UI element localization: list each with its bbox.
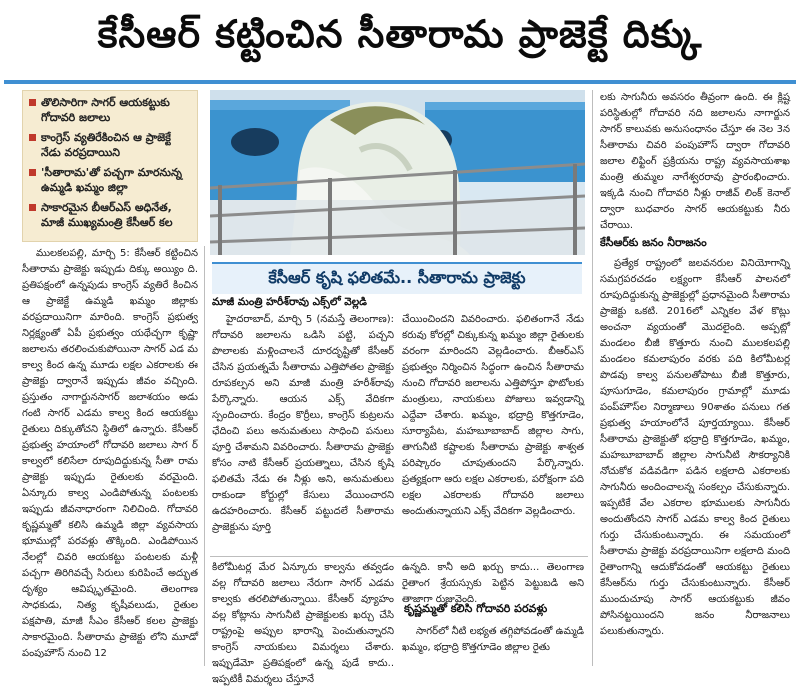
box-divider — [210, 556, 588, 557]
highlights-box — [22, 90, 198, 242]
highlight-item: తొలిసారిగా సాగర్ ఆయకట్టుకు గోదావరి జలాలు — [29, 95, 191, 125]
article-text: కిలోమీటర్ల మేర ఏన్కూరు కాల్వను తవ్వడం వల్ల గోదావరి జలాలు నేరుగా సాగర్ ఎడమ కాల్వకు తరలిపోతున్నాయి. కేసీఆర్ వ్యూహం వల్ల కోట్లాను సాగునీటి ప్రాజెక్టులకు ఖర్చు చేసి రాష్ట్రంపై అప్పుల భారాన్ని పెంచుతున్నారని కాంగ్రెస్ నాయకులు విమర్శలు చేశారు. ఇప్పుడేమో ప్రతిపక్షంలో ఉన్న పుడే కాదు.. ఇప్పటికీ విమర్శలు చేస్తూనే — [212, 562, 394, 685]
project-photo — [210, 90, 585, 255]
bullet-icon — [29, 204, 36, 211]
bullet-icon — [29, 134, 36, 141]
section-subhead: కేసీఆర్‌కు జనం నీరాజనం — [600, 236, 707, 249]
right-top-column — [600, 90, 790, 236]
sub-headline: కేసీఆర్ కృషి ఫలితమే.. సీతారామ ప్రాజెక్టు — [212, 262, 582, 294]
highlight-item: 'సీతారామ'తో పచ్చగా మారనున్న ఉమ్మడి ఖమ్మం జిల్లా — [29, 165, 191, 195]
column-divider — [592, 90, 593, 666]
highlight-item: కాంగ్రెస్ వ్యతిరేకించిన ఆ ప్రాజెక్టే నేడు వరప్రదాయిని — [29, 130, 191, 160]
left-article-column — [22, 246, 198, 668]
right-bottom-column — [600, 256, 790, 670]
middle-right-column — [402, 312, 584, 552]
headline-divider — [4, 80, 796, 84]
article-text: లకు సాగునీరు అవసరం తీవ్రంగా ఉంది. ఈ క్లిష్ట పరిస్థితుల్లో గోదావరి నది జలాలను నాగార్జున సాగర్ కాలువకు అనుసంధానం చేస్తూ ఈ నెల 3న సీతారామ చివరి పంపుహౌస్ ద్వారా గోదావరి జలాల లిఫ్టింగ్ ప్రక్రియను రాష్ట్ర వ్యవసాయశాఖ మంత్రి తుమ్మల నాగేశ్వరరావు ప్రారంభించారు. ఇక్కడి నుంచి గోదావరి నీళ్లు రాజీవ్ లింక్ కెనాల్ ద్వారా బుధవారం సాగర్ ఆయకట్టుకు నీరు చేరాయి. — [600, 92, 790, 231]
bullet-icon — [29, 169, 36, 176]
highlight-item: సాకారమైన బీఆర్ఎస్ అధినేత, మాజీ ముఖ్యమంత్రి కేసీఆర్ కల — [29, 200, 191, 230]
column-divider — [204, 246, 205, 666]
section-subhead: కృష్ణమ్మతో కలిసి గోదావరి పరవళ్లు — [404, 602, 548, 615]
headline: కేసీఆర్ కట్టించిన సీతారామ ప్రాజెక్టే దిక్కు — [97, 12, 703, 56]
lower-middle-left-column — [212, 560, 394, 685]
article-text: ప్రత్యేక రాష్ట్రంలో జలవనరుల వినియోగాన్ని సమగ్రపరచడం లక్ష్యంగా కేసీఆర్ పాలనలో రూపుదిద్దుకున్న ప్రాజెక్టుల్లో ప్రధానమైంది సీతారామ ప్రాజెక్టు ఒకటి. 2016లో ఎన్నికల వేళ కొట్లు అంచనా వ్యయంతో మొదలైంది. అప్పట్లో మండలం బీజీ కొత్తూరు నుంచి ములకలపల్లి మండలం కమలాపురం వరకు పది కిలోమీటర్ల పొడవు కాల్వ పనులతోపాటు బీజీ కొత్తూరు, పూసుగూడెం, కమలాపురం గ్రామాల్లో మూడు పంప్‌హౌస్‌ల నిర్మాణాలు 90శాతం పనులు గత ప్రభుత్వ హయాంలోనే పూర్తయ్యాయి. కేసీఆర్ సీతారామ ప్రాజెక్టుతో భద్రాద్రి కొత్తగూడెం, ఖమ్మం, మహబూబాబాద్ జిల్లాల సాగునీటి సౌకర్యానికి నోచుకోక వడివడిగా పడిన లక్షలాది ఎకరాలకు సాగునీరు అందించాలన్న సంకల్పం చేసుకున్నారు. ఇప్పటికే వేల ఎకరాల భూములకు సాగునీరు అందుతోందని సాగర్ ఎడమ కాల్వ కింద రైతులు గుర్తు చేసుకుంటున్నారు. ఈ సమయంలో సీతారామ ప్రాజెక్టు వరప్రదాయినిగా లక్షలాది మంది రైతాంగాన్ని ఆదుకోవడంతో ఆయకట్టు రైతులు కేసీఆర్‌ను గుర్తు చేసుకుంటున్నారు. కేసీఆర్ ముందుచూపు సాగర్ ఆయకట్టుకు జీవం పోసినట్టయిందని జనం నీరాజనాలు పలుకుతున్నారు. — [600, 258, 790, 637]
bullet-icon — [29, 99, 36, 106]
article-text: ములకలపల్లి, మార్చి 5: కేసీఆర్ కట్టించిన సీతారామ ప్రాజెక్టు ఇప్పుడు దిక్కు అయ్యిం ది. ప్రతిపక్షంలో ఉన్నపుడు కాంగ్రెస్ వ్యతిరే కించిన ఆ ప్రాజెక్టే ఉమ్మడి ఖమ్మం జిల్లాకు వరప్రదాయినిగా మారింది. కాంగ్రెస్ ప్రభుత్వ నిర్లక్ష్యంతో ఏపీ ప్రభుత్వం యథేచ్ఛగా కృష్ణా జలాలను తరలించుకుపోయినా సాగర్ ఎడ మ కాల్వ కింద ఉన్న మూడు లక్షల ఎకరాలకు ఈ ప్రాజెక్టు ద్వారానే ఇప్పుడు జీవం వచ్చింది. ప్రస్తుతం నాగార్జునసాగర్ జలాశయం అడు గంటి సాగర్ ఎడమ కాల్వ కింద ఆయకట్టు రైతులు దిక్కుతోచని స్థితిలో ఉన్నారు. కేసీఆర్ ప్రభుత్వ హయాంలో గోదావరి జలాలు సాగ ర్ కాల్వలో కలిసేలా రూపుదిద్దుకున్న సీతా రామ ప్రాజెక్టు ఇప్పుడు రైతులకు వరమైంది. ఏన్కూరు కాల్వ ఎండిపోతున్న పంటలకు ఇప్పుడు జీవనాధారంగా నిలిచింది. గోదావరి కృష్ణమ్మతో కలిసి ఉమ్మడి జిల్లా వ్యవసాయ భూముల్లో పరవళ్లు తొక్కింది. ఎండిపోయిన నేలల్లో చివరి ఆయకట్టు పంటలకు మళ్లీ పచ్చగా తిరిగివచ్చే సిరులు కురిపించే అద్భుత దృశ్యం ఆవిష్కృతమైంది. తెలంగాణ సాధకుడు, నిత్య కృషీవలుడు, రైతుల పక్షపాతి, మాజీ సీఎం కేసీఆర్ కలల ప్రాజెక్టు సాకారమైంది. సీతారామ ప్రాజెక్టు లోని మూడో పంపుహౌస్ నుంచి 12 — [22, 248, 198, 659]
article-text: చేయించిందని వివరించారు. ఫలితంగానే నేడు కరువు కోరల్లో చిక్కుకున్న ఖమ్మం జిల్లా రైతులకు వరంగా మారిందని వెల్లడించారు. బీఆర్ఎస్ ప్రభుత్వం నిర్మించిన సిద్ధంగా ఉంచిన సీతారామ నుంచి గోదావరి జలాలను ఎత్తిపోస్తూ ఫొటోలకు మంత్రులు, నాయకులు పోజులు ఇవ్వడాన్ని ఎద్దేవా చేశారు. ఖమ్మం, భద్రాద్రి కొత్తగూడెం, సూర్యాపేట, మహబూబాబాద్ జిల్లాల సాగు, తాగునీటి కష్టాలకు సీతారామ ప్రాజెక్టు శాశ్వత పరిష్కారం చూపుతుందని పేర్కొన్నారు. ప్రత్యక్షంగా ఆరు లక్షల ఎకరాలకు, పరోక్షంగా పది లక్షల ఎకరాలకు గోదావరి జలాలు అందుతున్నాయని ఎక్స్ వేదికగా వెల్లడించారు. — [402, 314, 584, 517]
inner-section-column — [402, 624, 584, 670]
project-photo-illustration — [210, 90, 585, 255]
byline: మాజీ మంత్రి హరీశ్‌రావు ఎక్స్‌లో వెల్లడి — [212, 296, 367, 308]
lower-middle-right-column — [402, 560, 584, 605]
article-text: హైదరాబాద్, మార్చి 5 (నమస్తే తెలంగాణ): గోదావరి జలాలను ఒడిసి పట్టి, పచ్చని పొలాలకు మళ్లించాలనే దూరదృష్టితో కేసీఆర్ చేసిన ప్రయత్నమే సీతారామ ఎత్తిపోతల ప్రాజెక్టు రూపకల్పన అని మాజీ మంత్రి హరీశ్‌రావు పేర్కొన్నారు. ఆయన ఎక్స్ వేదికగా స్పందించారు. కేంద్రం కొర్రీలు, కాంగ్రెస్ కుట్రలను ఛేదించి పలు అనుమతులు సాధించి పనులు పూర్తి చేశామని వివరించారు. సీతారామ ప్రాజెక్టు కోసం నాటి కేసీఆర్ ప్రయత్నాలు, చేసిన కృషి ఫలితమే నేడు ఈ నీళ్లు అని, అనుమతులు రాకుండా కోర్టుల్లో కేసులు వేయించారని ఉదహరించారు. కేసీఆర్ పట్టుదలే సీతారామ ప్రాజెక్టును పూర్తి — [212, 314, 394, 533]
middle-left-column — [212, 312, 394, 552]
article-text: సాగర్‌లో నీటి లభ్యత తగ్గిపోవడంతో ఉమ్మడి ఖమ్మం, భద్రాద్రి కొత్తగూడెం జిల్లాల రైతు — [402, 626, 584, 653]
article-text: ఉన్నది. కానీ అది ఖర్చు కాదు... తెలంగాణ రైతాంగ శ్రేయస్సుకు పెట్టిన పెట్టుబడి అని తాజాగా రుజువైంది. — [402, 562, 584, 605]
